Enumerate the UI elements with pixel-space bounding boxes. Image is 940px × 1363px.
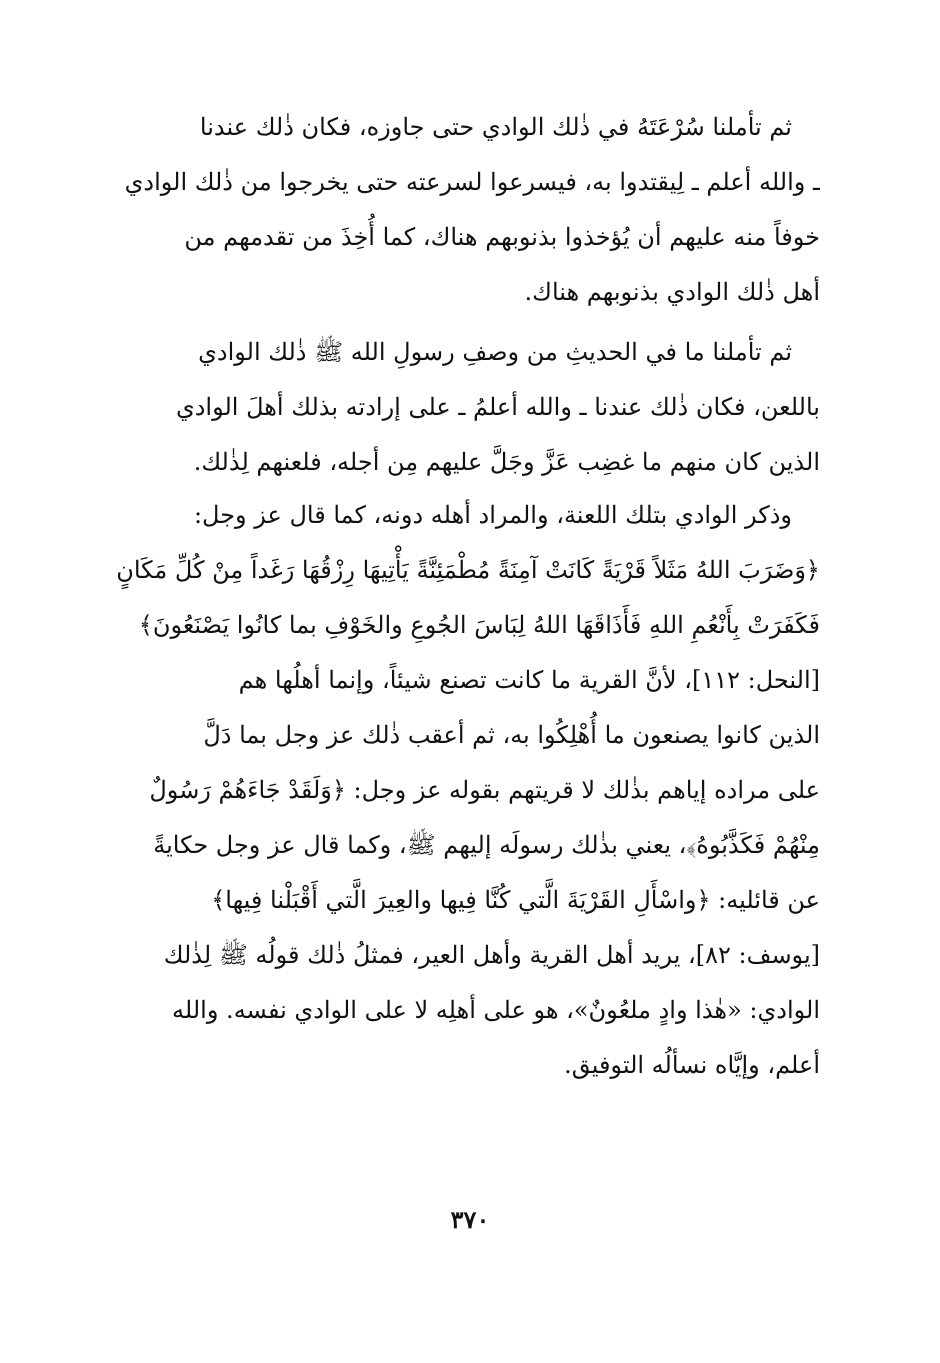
paragraph-line: الذين كان منهم ما غضِب عَزَّ وجَلَّ عليهم مِن أجله، فلعنهم لِذٰلك. xyxy=(193,448,820,476)
quran-verse-line: فَكَفَرَتْ بِأَنْعُمِ اللهِ فَأَذَاقَهَا اللهُ لِبَاسَ الجُوعِ والخَوْفِ بما كانُوا يَصْنَعُونَ﴾ xyxy=(138,611,820,639)
paragraph-line: عن قائليه: ﴿واسْأَلِ القَرْيَةَ الَّتي كُنَّا فِيها والعِيرَ الَّتي أَقْبَلْنا فِيها﴾ xyxy=(211,886,820,914)
paragraph-line: وذكر الوادي بتلك اللعنة، والمراد أهله دونه، كما قال عز وجل: xyxy=(193,501,792,529)
paragraph-line: [يوسف: ٨٢]، يريد أهل القرية وأهل العير، فمثلُ ذٰلك قولُه ﷺ لِذٰلك xyxy=(163,941,820,969)
paragraph-line: ثم تأملنا ما في الحديثِ من وصفِ رسولِ الله ﷺ ذٰلك الوادي xyxy=(198,338,792,366)
paragraph-line: الوادي: «هٰذا وادٍ ملعُونٌ»، هو على أهلِه لا على الوادي نفسه. والله xyxy=(172,996,820,1024)
paragraph-line: الذين كانوا يصنعون ما أُهْلِكُوا به، ثم أعقب ذٰلك عز وجل بما دَلَّ xyxy=(203,721,820,749)
paragraph-line: ـ والله أعلم ـ لِيقتدوا به، فيسرعوا لسرعته حتى يخرجوا من ذٰلك الوادي xyxy=(124,168,820,196)
paragraph-2 xyxy=(110,325,820,490)
page-number: ٣٧٠ xyxy=(450,1205,490,1234)
paragraph-line: باللعن، فكان ذٰلك عندنا ـ والله أعلمُ ـ على إرادته بذلك أهلَ الوادي xyxy=(175,393,820,421)
paragraph-3 xyxy=(110,488,820,1093)
paragraph-line: [النحل: ١١٢]، لأنَّ القرية ما كانت تصنع شيئاً، وإنما أهلُها هم xyxy=(238,666,820,694)
paragraph-1 xyxy=(110,100,820,320)
quran-verse-line: ﴿وَضَرَبَ اللهُ مَثَلاً قَرْيَةً كَانَتْ آمِنَةً مُطْمَئِنَّةً يَأْتِيهَا رِزْقُهَا رَغَداً مِنْ كُلِّ مَكَانٍ xyxy=(116,556,820,584)
paragraph-line: خوفاً منه عليهم أن يُؤخذوا بذنوبهم هناك، كما أُخِذَ من تقدمهم من xyxy=(184,223,820,251)
paragraph-line: على مراده إياهم بذٰلك لا قريتهم بقوله عز وجل: ﴿وَلَقَدْ جَاءَهُمْ رَسُولٌ xyxy=(149,776,820,804)
paragraph-line: أهل ذٰلك الوادي بذنوبهم هناك. xyxy=(524,278,820,306)
paragraph-line: أعلم، وإيَّاه نسألُه التوفيق. xyxy=(564,1051,820,1079)
paragraph-line: ثم تأملنا سُرْعَتَهُ في ذٰلك الوادي حتى جاوزه، فكان ذٰلك عندنا xyxy=(199,113,792,141)
paragraph-line: مِنْهُمْ فَكَذَّبُوهُ﴾، يعني بذٰلك رسولَه إليهم ﷺ، وكما قال عز وجل حكايةً xyxy=(153,831,820,859)
